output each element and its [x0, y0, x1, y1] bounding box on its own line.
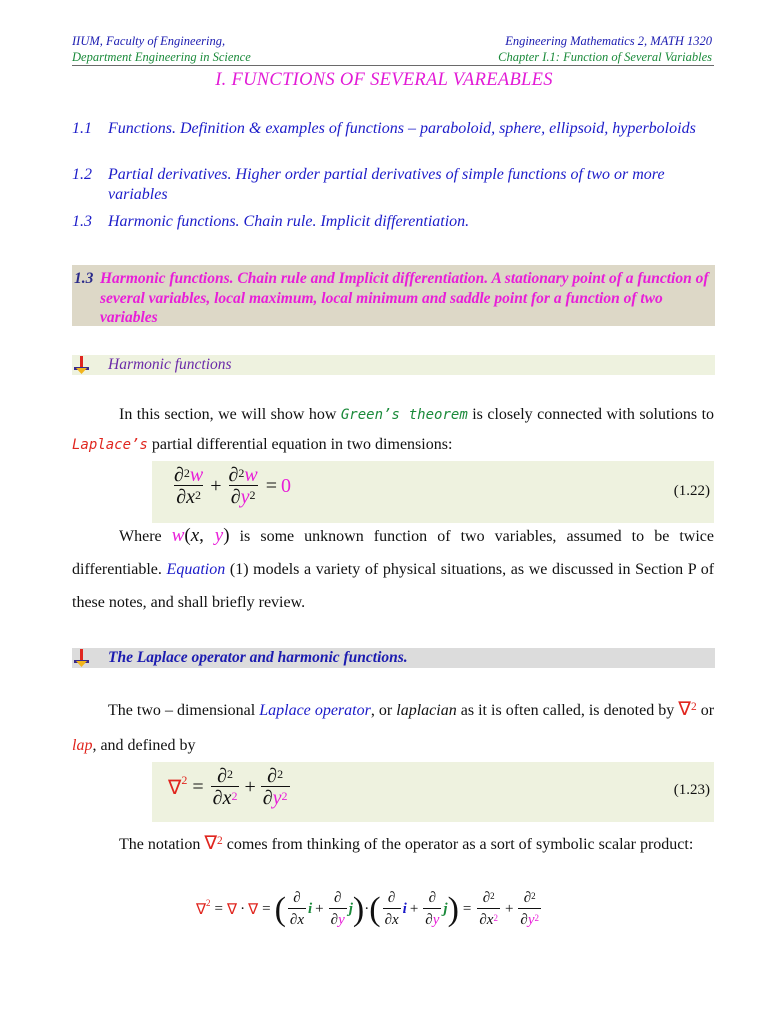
paragraph-notation	[72, 828, 714, 860]
equation-box-nabla	[152, 762, 714, 822]
text-run: Where	[119, 528, 162, 545]
header-left	[72, 33, 251, 65]
toc-number: 1.1	[72, 120, 92, 137]
subsection-title: The Laplace operator and harmonic functions.	[108, 649, 408, 666]
paragraph-intro	[72, 400, 714, 460]
paragraph-laplace-operator	[72, 692, 714, 763]
page-title: I. FUNCTIONS OF SEVERAL VAREABLES	[215, 70, 553, 90]
arrow-down-icon	[72, 649, 92, 667]
toc-number: 1.2	[72, 166, 92, 183]
section-number: 1.3	[74, 270, 94, 287]
paragraph-definition	[72, 519, 714, 619]
toc-text: Functions. Definition & examples of functions – paraboloid, sphere, ellipsoid, hyperboloids	[108, 120, 696, 137]
header-divider	[72, 65, 714, 66]
laplacian-term: laplacian	[396, 702, 457, 719]
toc-item	[72, 165, 722, 205]
text-run: , or	[370, 702, 393, 719]
text-run: or	[700, 702, 715, 719]
toc-number: 1.3	[72, 213, 92, 230]
text-run: (1) models a variety of physical situations, as we discussed in Section P of these notes, and shall briefly review.	[72, 561, 715, 611]
text-run: The notation	[119, 836, 201, 853]
text-run: partial differential equation in two dimensions:	[151, 436, 453, 453]
toc-text: Partial derivatives. Higher order partial derivatives of simple functions of two or more variables	[108, 166, 665, 203]
function-w-xy: w(x, y)	[171, 525, 230, 546]
equation-number: (1.22)	[673, 483, 710, 499]
symbolic-scalar-product: ∇$^2$ = ∇ · ∇ = ( $\frac{\partial}{\partial x}$ i + $\frac{\partial}{\partial y}$ j ) · ( $\frac{\partial}{\partial x}$ i + $\frac{\partial}{\partial y}$ j ) = $\frac{\partial^2}{\partial x^2}$ + $\frac{\partial^2}{\partial y^2}$	[196, 888, 543, 931]
text-run: is closely connected with solutions to	[472, 406, 715, 423]
text-run: In this section, we will show how	[119, 406, 337, 423]
text-run: as it is often called, is denoted by	[460, 702, 675, 719]
lap-term: lap	[72, 737, 93, 754]
text-run: , and defined by	[92, 737, 196, 754]
text-run: The two – dimensional	[108, 702, 256, 719]
header-chapter: Chapter I.1: Function of Several Variables	[498, 50, 712, 64]
header-course: Engineering Mathematics 2, MATH 1320	[505, 34, 712, 48]
header-institution: IIUM, Faculty of Engineering,	[72, 34, 226, 48]
text-run: is some unknown function of two variables, assumed to be twice differentiable.	[72, 528, 715, 578]
text-run: comes from thinking of the operator as a sort of symbolic scalar product:	[226, 836, 694, 853]
toc-item	[72, 119, 722, 139]
nabla-squared-symbol: ∇$^2$	[678, 699, 697, 720]
header-right	[498, 33, 712, 65]
toc-item	[72, 212, 722, 232]
nabla-squared-symbol: ∇$^2$	[204, 833, 223, 854]
subsection-harmonic-functions	[72, 355, 715, 375]
subsection-laplace-operator	[72, 648, 715, 668]
equation-rhs: 0	[281, 475, 292, 497]
section-heading-box	[72, 265, 715, 326]
subsection-title: Harmonic functions	[108, 356, 232, 373]
header-department: Department Engineering in Science	[72, 50, 251, 64]
equation-link[interactable]: Equation	[166, 561, 226, 578]
laplacian-definition: ∇$^2$ = $\frac{\partial^2}{\partial x^2}$ + $\frac{\partial^2}{\partial y^2}$	[168, 765, 288, 809]
toc-text: Harmonic functions. Chain rule. Implicit differentiation.	[108, 213, 470, 230]
greens-theorem-term: Green’s theorem	[340, 407, 468, 423]
laplaces-term: Laplace’s	[72, 437, 148, 453]
laplace-equation: $\frac{\partial^2w}{\partial x^2}$ + $\frac{\partial^2w}{\partial y^2}$ = 0	[174, 464, 292, 508]
laplace-operator-term: Laplace operator	[259, 702, 371, 719]
equation-box-laplace	[152, 461, 714, 523]
equation-number: (1.23)	[673, 782, 710, 798]
arrow-down-icon	[72, 356, 92, 374]
section-heading-text: Harmonic functions. Chain rule and Implicit differentiation. A stationary point of a function of several variables, local maximum, local minimum and saddle point for a function of two variables	[100, 270, 709, 326]
